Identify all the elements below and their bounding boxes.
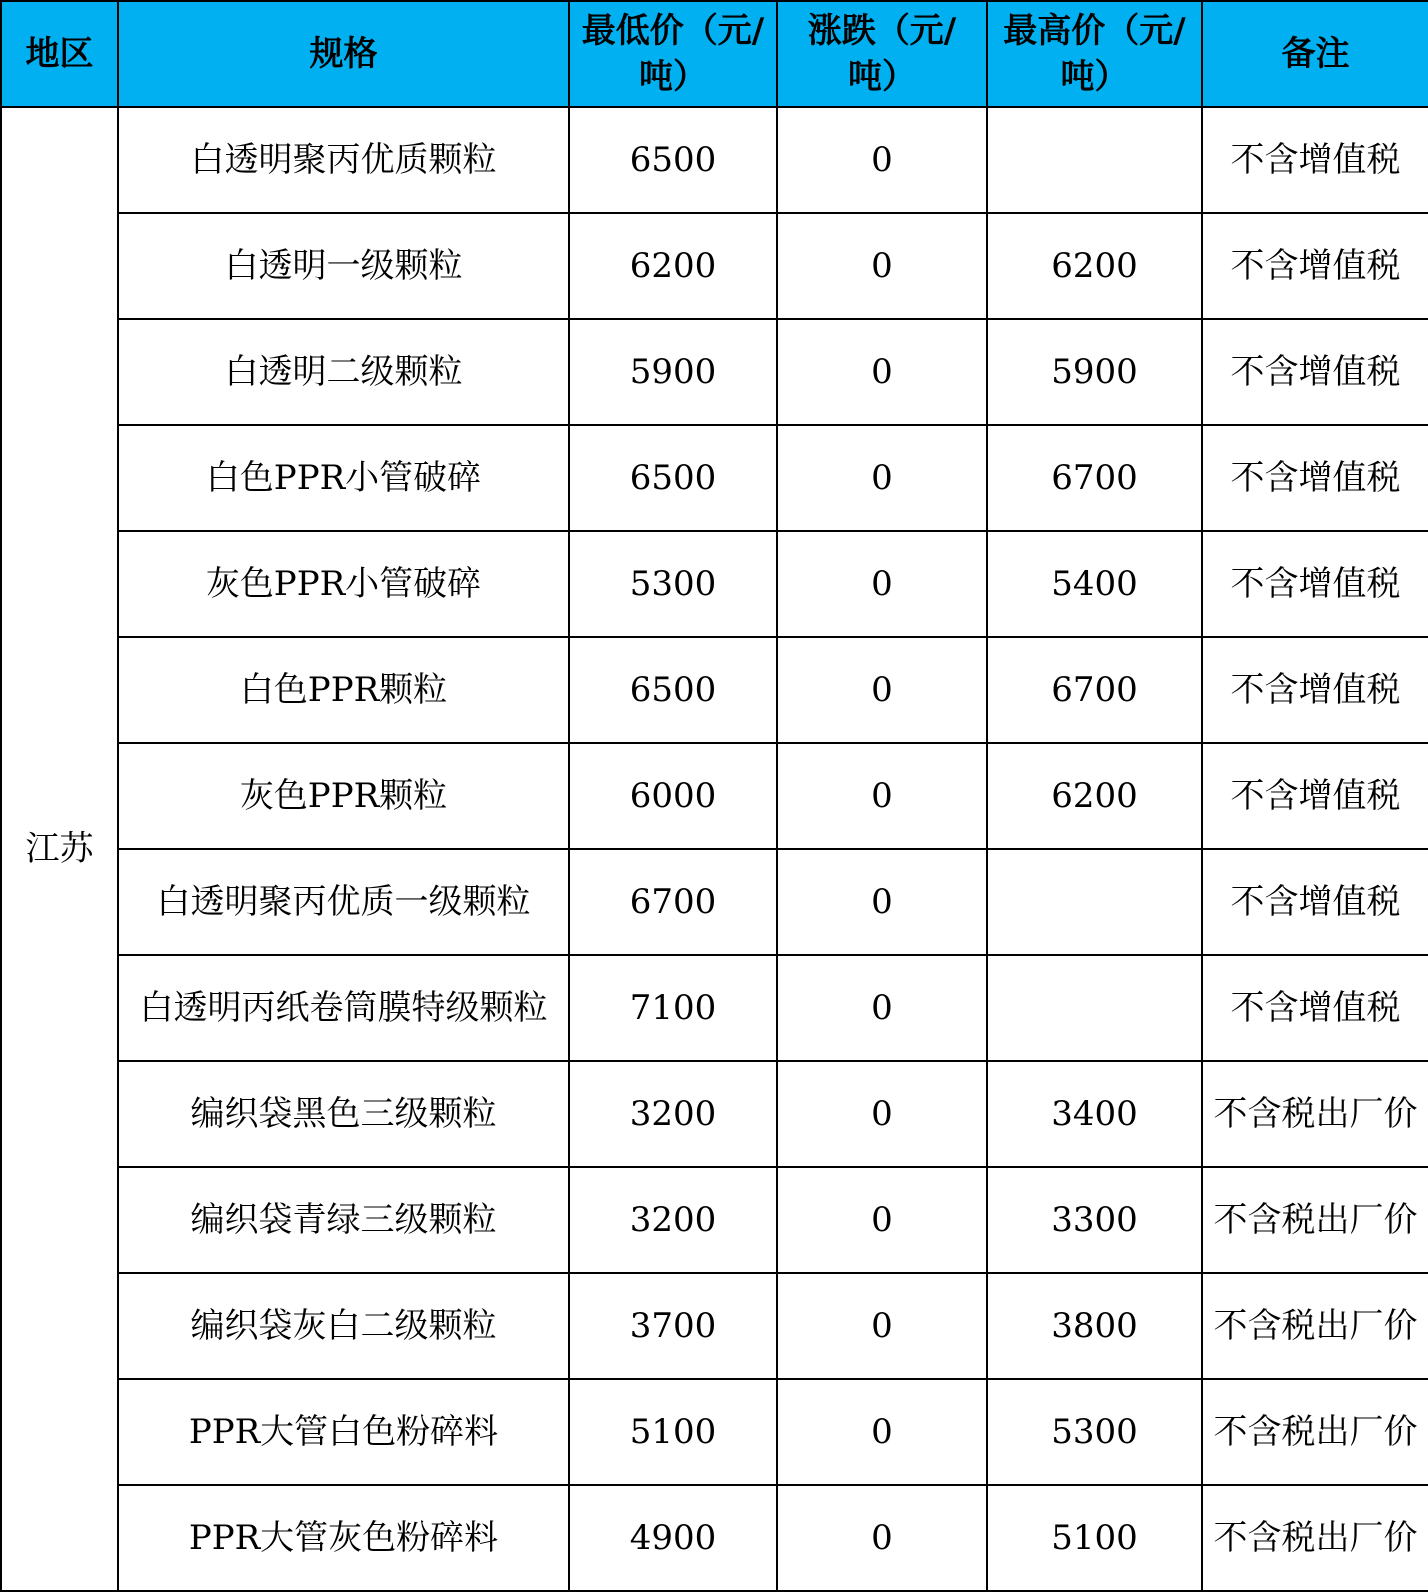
table-row [1, 849, 1428, 955]
min-price-cell: 3700 [569, 1273, 777, 1379]
table-header-row [1, 1, 1428, 107]
table-row [1, 107, 1428, 213]
change-cell: 0 [777, 1379, 987, 1485]
table-row [1, 955, 1428, 1061]
spec-cell: 白色PPR小管破碎 [118, 425, 569, 531]
note-cell: 不含增值税 [1202, 955, 1428, 1061]
max-price-cell [987, 849, 1202, 955]
note-cell: 不含税出厂价 [1202, 1167, 1428, 1273]
note-cell: 不含税出厂价 [1202, 1061, 1428, 1167]
spec-cell: 白透明丙纸卷筒膜特级颗粒 [118, 955, 569, 1061]
min-price-cell: 6500 [569, 425, 777, 531]
note-cell: 不含增值税 [1202, 425, 1428, 531]
change-cell: 0 [777, 849, 987, 955]
min-price-cell: 7100 [569, 955, 777, 1061]
min-price-cell: 4900 [569, 1485, 777, 1591]
spec-cell: 灰色PPR颗粒 [118, 743, 569, 849]
note-cell: 不含增值税 [1202, 849, 1428, 955]
min-price-cell: 3200 [569, 1167, 777, 1273]
max-price-cell: 6700 [987, 425, 1202, 531]
change-cell: 0 [777, 637, 987, 743]
header-max-price: 最高价（元/吨） [987, 1, 1202, 107]
min-price-cell: 5100 [569, 1379, 777, 1485]
spec-cell: 白透明聚丙优质颗粒 [118, 107, 569, 213]
table-row [1, 425, 1428, 531]
spec-cell: 编织袋青绿三级颗粒 [118, 1167, 569, 1273]
change-cell: 0 [777, 1273, 987, 1379]
note-cell: 不含增值税 [1202, 213, 1428, 319]
note-cell: 不含增值税 [1202, 107, 1428, 213]
max-price-cell: 3300 [987, 1167, 1202, 1273]
min-price-cell: 6500 [569, 637, 777, 743]
change-cell: 0 [777, 1167, 987, 1273]
header-min-price: 最低价（元/吨） [569, 1, 777, 107]
note-cell: 不含税出厂价 [1202, 1485, 1428, 1591]
spec-cell: 白透明二级颗粒 [118, 319, 569, 425]
max-price-cell: 5900 [987, 319, 1202, 425]
table-row [1, 1485, 1428, 1591]
min-price-cell: 6000 [569, 743, 777, 849]
max-price-cell: 6700 [987, 637, 1202, 743]
note-cell: 不含增值税 [1202, 319, 1428, 425]
note-cell: 不含增值税 [1202, 637, 1428, 743]
table-row [1, 1273, 1428, 1379]
max-price-cell: 5100 [987, 1485, 1202, 1591]
change-cell: 0 [777, 743, 987, 849]
region-cell: 江苏 [1, 107, 118, 1591]
max-price-cell [987, 107, 1202, 213]
spec-cell: 编织袋灰白二级颗粒 [118, 1273, 569, 1379]
change-cell: 0 [777, 1485, 987, 1591]
note-cell: 不含增值税 [1202, 531, 1428, 637]
spec-cell: 编织袋黑色三级颗粒 [118, 1061, 569, 1167]
max-price-cell [987, 955, 1202, 1061]
table-row [1, 531, 1428, 637]
header-change: 涨跌（元/吨） [777, 1, 987, 107]
note-cell: 不含税出厂价 [1202, 1273, 1428, 1379]
note-cell: 不含增值税 [1202, 743, 1428, 849]
change-cell: 0 [777, 1061, 987, 1167]
change-cell: 0 [777, 107, 987, 213]
change-cell: 0 [777, 319, 987, 425]
table-row [1, 743, 1428, 849]
spec-cell: PPR大管灰色粉碎料 [118, 1485, 569, 1591]
max-price-cell: 3400 [987, 1061, 1202, 1167]
spec-cell: 白透明聚丙优质一级颗粒 [118, 849, 569, 955]
spec-cell: 白透明一级颗粒 [118, 213, 569, 319]
min-price-cell: 6700 [569, 849, 777, 955]
min-price-cell: 5300 [569, 531, 777, 637]
change-cell: 0 [777, 955, 987, 1061]
min-price-cell: 6200 [569, 213, 777, 319]
note-cell: 不含税出厂价 [1202, 1379, 1428, 1485]
max-price-cell: 6200 [987, 213, 1202, 319]
max-price-cell: 3800 [987, 1273, 1202, 1379]
change-cell: 0 [777, 531, 987, 637]
header-spec: 规格 [118, 1, 569, 107]
change-cell: 0 [777, 213, 987, 319]
table-row [1, 1379, 1428, 1485]
max-price-cell: 5300 [987, 1379, 1202, 1485]
change-cell: 0 [777, 425, 987, 531]
table-body [1, 107, 1428, 1591]
max-price-cell: 5400 [987, 531, 1202, 637]
spec-cell: 白色PPR颗粒 [118, 637, 569, 743]
table-row [1, 1167, 1428, 1273]
spec-cell: 灰色PPR小管破碎 [118, 531, 569, 637]
min-price-cell: 5900 [569, 319, 777, 425]
header-note: 备注 [1202, 1, 1428, 107]
min-price-cell: 3200 [569, 1061, 777, 1167]
table-row [1, 637, 1428, 743]
table-row [1, 319, 1428, 425]
table-row [1, 1061, 1428, 1167]
header-region: 地区 [1, 1, 118, 107]
max-price-cell: 6200 [987, 743, 1202, 849]
min-price-cell: 6500 [569, 107, 777, 213]
table-row [1, 213, 1428, 319]
spec-cell: PPR大管白色粉碎料 [118, 1379, 569, 1485]
